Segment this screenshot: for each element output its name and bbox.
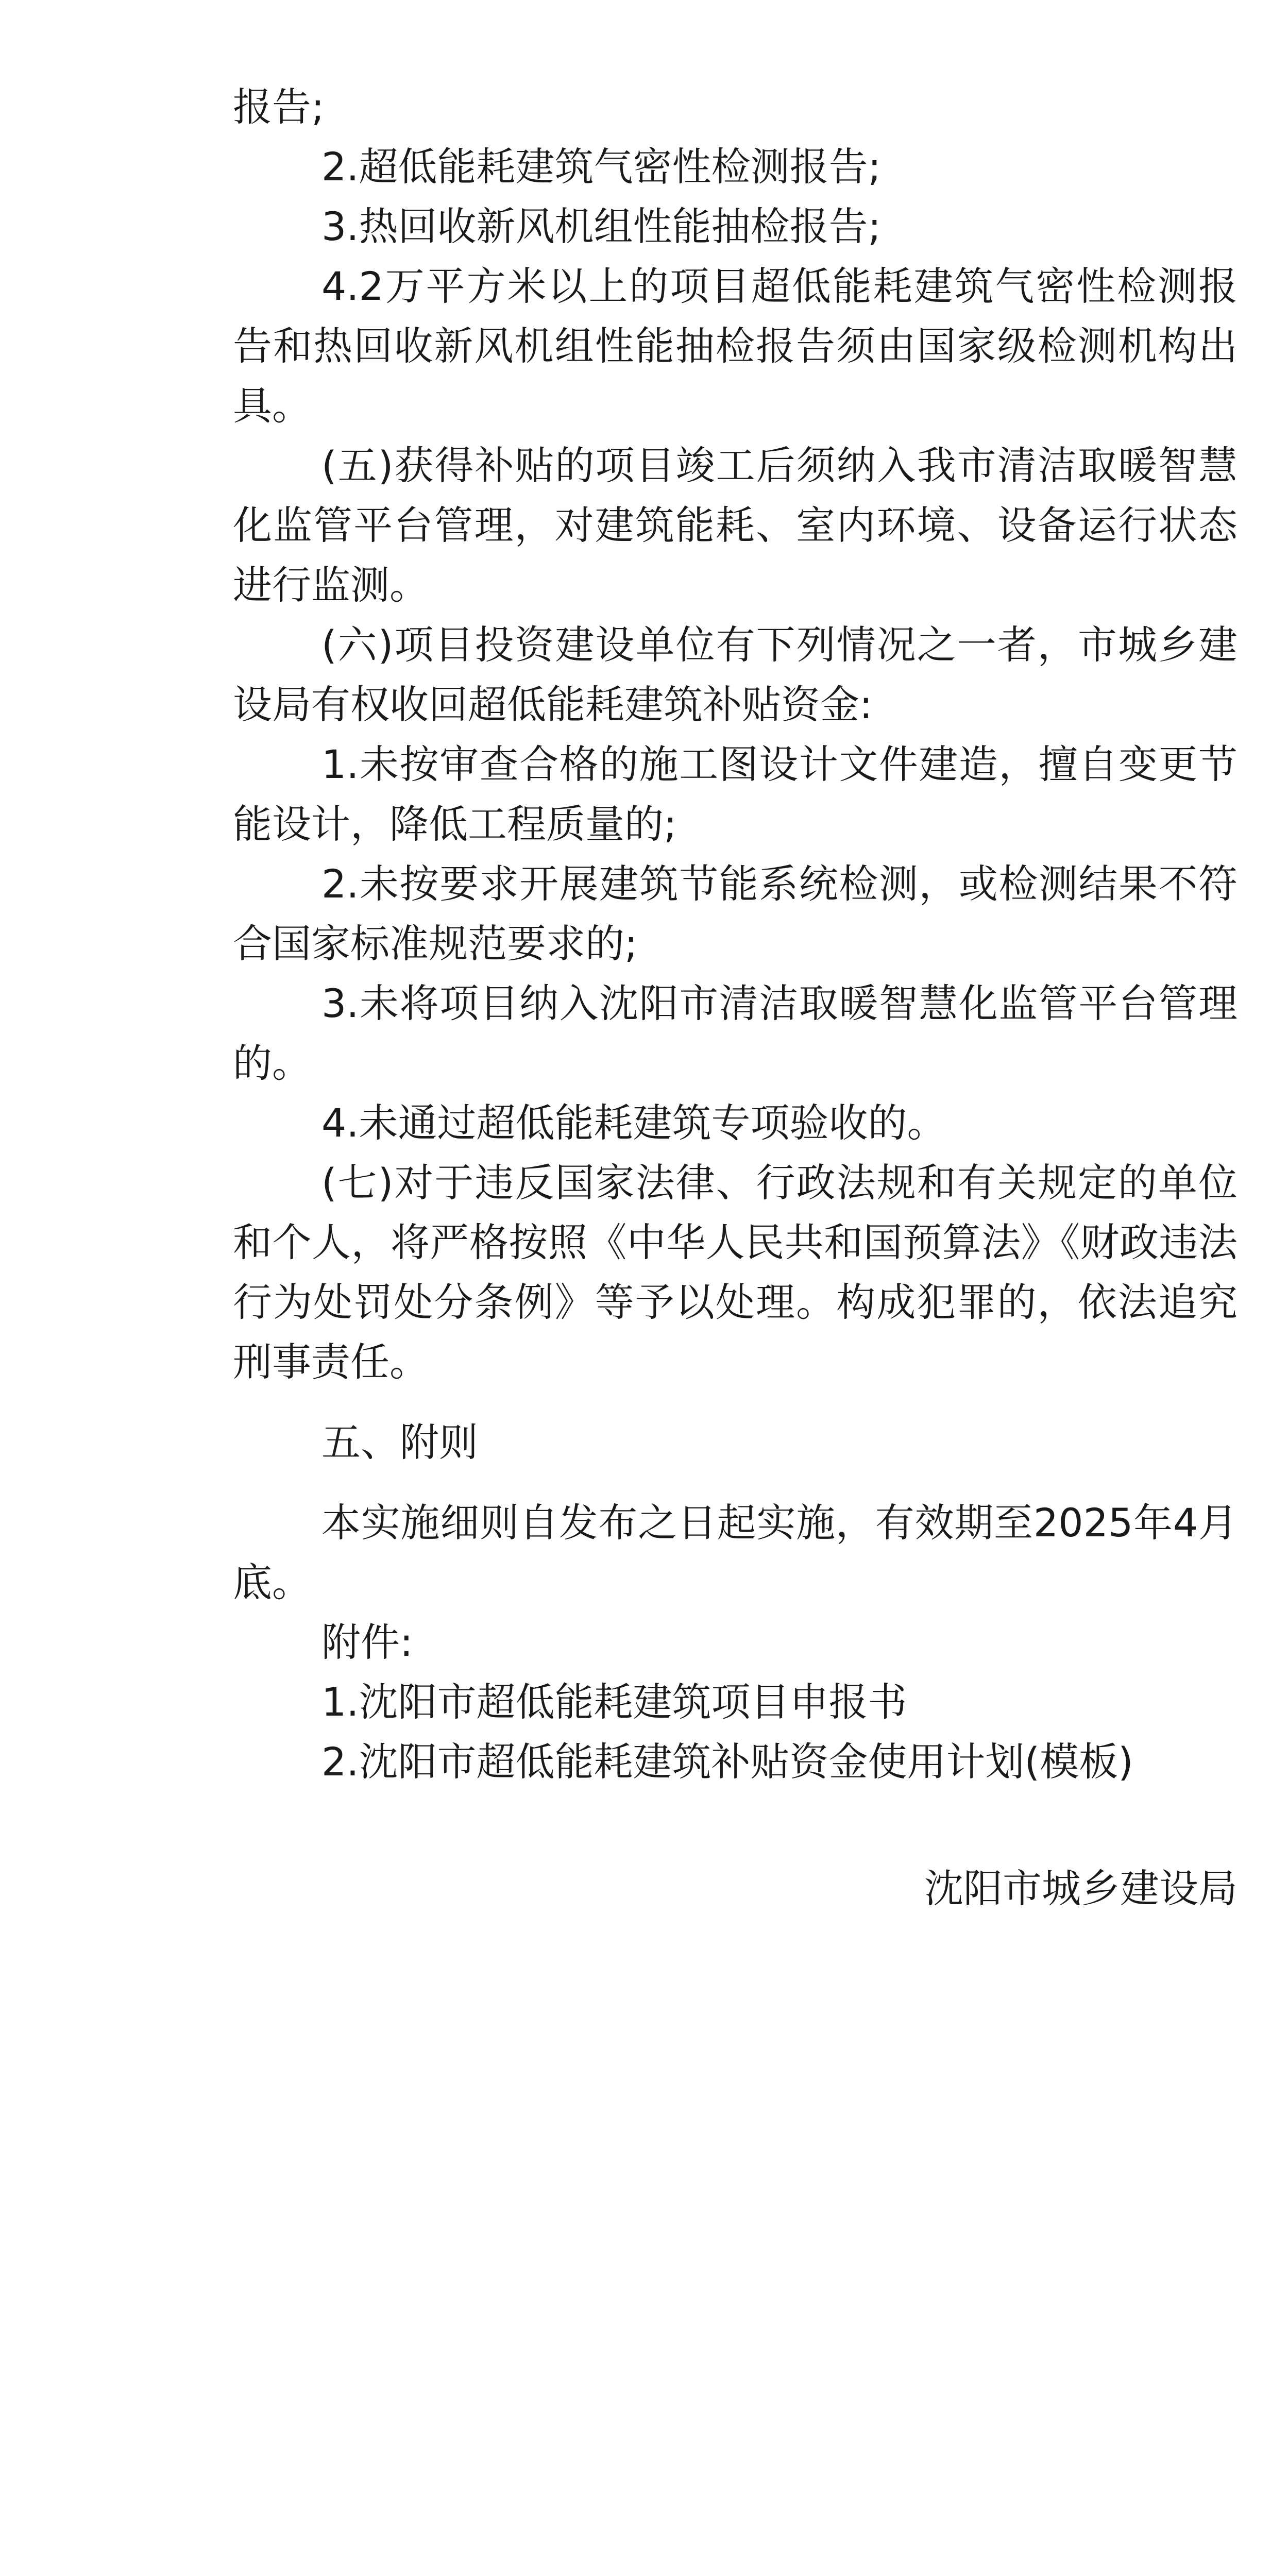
paragraph-report-continued: 报告; xyxy=(233,84,325,130)
issuer-signature: 沈阳市城乡建设局 xyxy=(924,1866,1238,1911)
paragraph-section-5-monitoring: (五)获得补贴的项目竣工后须纳入我市清洁取暖智慧化监管平台管理，对建筑能耗、室内环境、设备运行状态进行监测。 xyxy=(233,443,1238,608)
attachment-item-2: 2.沈阳市超低能耗建筑补贴资金使用计划(模板) xyxy=(321,1739,1133,1785)
document-body xyxy=(233,77,1238,1919)
paragraph-section-7-legal: (七)对于违反国家法律、行政法规和有关规定的单位和个人，将严格按照《中华人民共和国预算法》《财政违法行为处罚处分条例》等予以处理。构成犯罪的，依法追究刑事责任。 xyxy=(233,1160,1238,1385)
paragraph-condition-4: 4.未通过超低能耗建筑专项验收的。 xyxy=(321,1100,946,1146)
attachments-label: 附件: xyxy=(321,1619,413,1665)
paragraph-condition-1: 1.未按审查合格的施工图设计文件建造，擅自变更节能设计，降低工程质量的; xyxy=(233,741,1238,847)
paragraph-implementation-date: 本实施细则自发布之日起实施，有效期至2025年4月底。 xyxy=(233,1500,1238,1605)
section-heading-supplementary: 五、附则 xyxy=(321,1419,478,1465)
attachment-item-1: 1.沈阳市超低能耗建筑项目申报书 xyxy=(321,1679,907,1725)
paragraph-condition-3: 3.未将项目纳入沈阳市清洁取暖智慧化监管平台管理的。 xyxy=(233,980,1238,1086)
paragraph-item-2-airtightness: 2.超低能耗建筑气密性检测报告; xyxy=(321,144,882,190)
paragraph-section-6-recovery: (六)项目投资建设单位有下列情况之一者，市城乡建设局有权收回超低能耗建筑补贴资金: xyxy=(233,622,1238,727)
paragraph-item-4-national-testing: 4.2万平方米以上的项目超低能耗建筑气密性检测报告和热回收新风机组性能抽检报告须由国家级检测机构出具。 xyxy=(233,263,1238,429)
paragraph-condition-2: 2.未按要求开展建筑节能系统检测，或检测结果不符合国家标准规范要求的; xyxy=(233,861,1238,967)
paragraph-item-3-heat-recovery: 3.热回收新风机组性能抽检报告; xyxy=(321,204,882,249)
